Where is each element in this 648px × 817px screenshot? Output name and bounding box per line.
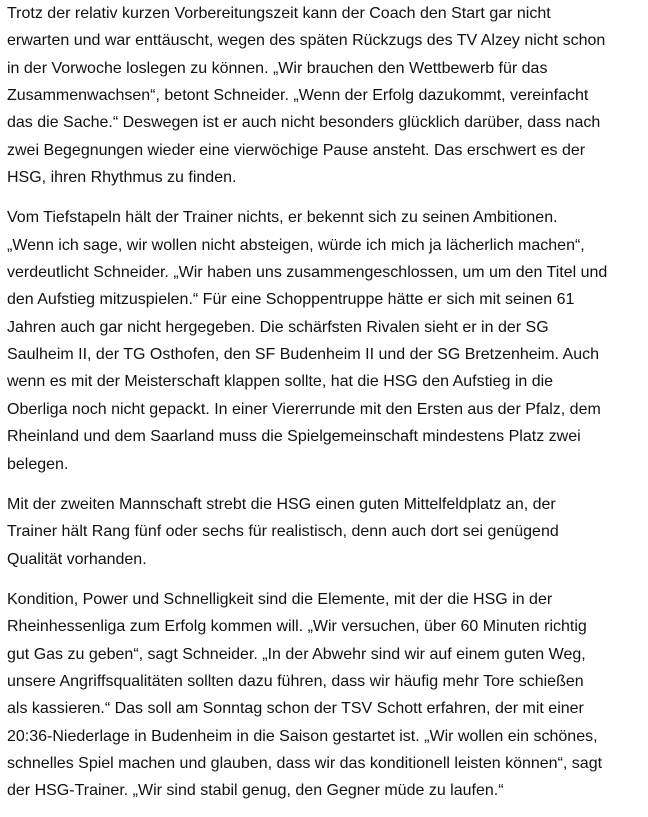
text-line: Zusammenwachsen“, betont Schneider. „Wenn der Erfolg dazukommt, vereinfacht bbox=[7, 87, 589, 105]
article-paragraph bbox=[7, 204, 648, 477]
text-line: den Aufstieg mitzuspielen.“ Für eine Schoppentruppe hätte er sich mit seinen 61 bbox=[7, 291, 575, 309]
text-line: verdeutlicht Schneider. „Wir haben uns zusammengeschlossen, um um den Titel und bbox=[7, 264, 608, 282]
text-line: Oberliga noch nicht gepackt. In einer Viererrunde mit den Ersten aus der Pfalz, dem bbox=[7, 400, 601, 418]
text-line: Mit der zweiten Mannschaft strebt die HSG einen guten Mittelfeldplatz an, der bbox=[7, 495, 556, 513]
text-line: schnelles Spiel machen und glauben, dass wir das konditionell leisten können“, sagt bbox=[7, 754, 603, 772]
article-paragraph bbox=[7, 0, 648, 191]
text-line: Jahren auch gar nicht hergegeben. Die schärfsten Rivalen sieht er in der SG bbox=[7, 318, 549, 336]
text-line: Qualität vorhanden. bbox=[7, 550, 147, 568]
text-line: der HSG-Trainer. „Wir sind stabil genug, den Gegner müde zu laufen.“ bbox=[7, 782, 504, 800]
text-line: in der Vorwoche loslegen zu können. „Wir brauchen den Wettbewerb für das bbox=[7, 59, 548, 77]
text-line: Kondition, Power und Schnelligkeit sind die Elemente, mit der die HSG in der bbox=[7, 590, 553, 608]
text-line: HSG, ihren Rhythmus zu finden. bbox=[7, 169, 237, 187]
text-line: Saulheim II, der TG Osthofen, den SF Budenheim II und der SG Bretzenheim. Auch bbox=[7, 346, 600, 364]
text-line: erwarten und war enttäuscht, wegen des späten Rückzugs des TV Alzey nicht schon bbox=[7, 32, 606, 50]
text-line: „Wenn ich sage, wir wollen nicht absteigen, würde ich mich ja lächerlich machen“, bbox=[7, 236, 585, 254]
text-line: zwei Begegnungen wieder eine vierwöchige Pause ansteht. Das erschwert es der bbox=[7, 141, 586, 159]
article-paragraph bbox=[7, 491, 648, 573]
text-line: wenn es mit der Meisterschaft klappen sollte, hat die HSG den Aufstieg in die bbox=[7, 373, 554, 391]
text-line: Trainer hält Rang fünf oder sechs für realistisch, denn auch dort sei genügend bbox=[7, 523, 559, 541]
text-line: Vom Tiefstapeln hält der Trainer nichts, er bekennt sich zu seinen Ambitionen. bbox=[7, 209, 558, 227]
article-paragraph bbox=[7, 586, 648, 805]
text-line: Rheinhessenliga zum Erfolg kommen will. „Wir versuchen, über 60 Minuten richtig bbox=[7, 618, 587, 636]
text-line: belegen. bbox=[7, 455, 69, 473]
text-line: gut Gas zu geben“, sagt Schneider. „In der Abwehr sind wir auf einem guten Weg, bbox=[7, 645, 586, 663]
text-line: Trotz der relativ kurzen Vorbereitungszeit kann der Coach den Start gar nicht bbox=[7, 5, 551, 22]
text-line: als kassieren.“ Das soll am Sonntag schon der TSV Schott erfahren, der mit einer bbox=[7, 700, 584, 718]
text-line: 20:36-Niederlage in Budenheim in die Saison gestartet ist. „Wir wollen ein schönes, bbox=[7, 727, 598, 745]
text-line: unsere Angriffsqualitäten sollten dazu führen, dass wir häufig mehr Tore schießen bbox=[7, 672, 584, 690]
text-line: das die Sache.“ Deswegen ist er auch nicht besonders glücklich darüber, dass nach bbox=[7, 114, 601, 132]
text-line: Rheinland und dem Saarland muss die Spielgemeinschaft mindestens Platz zwei bbox=[7, 428, 581, 446]
